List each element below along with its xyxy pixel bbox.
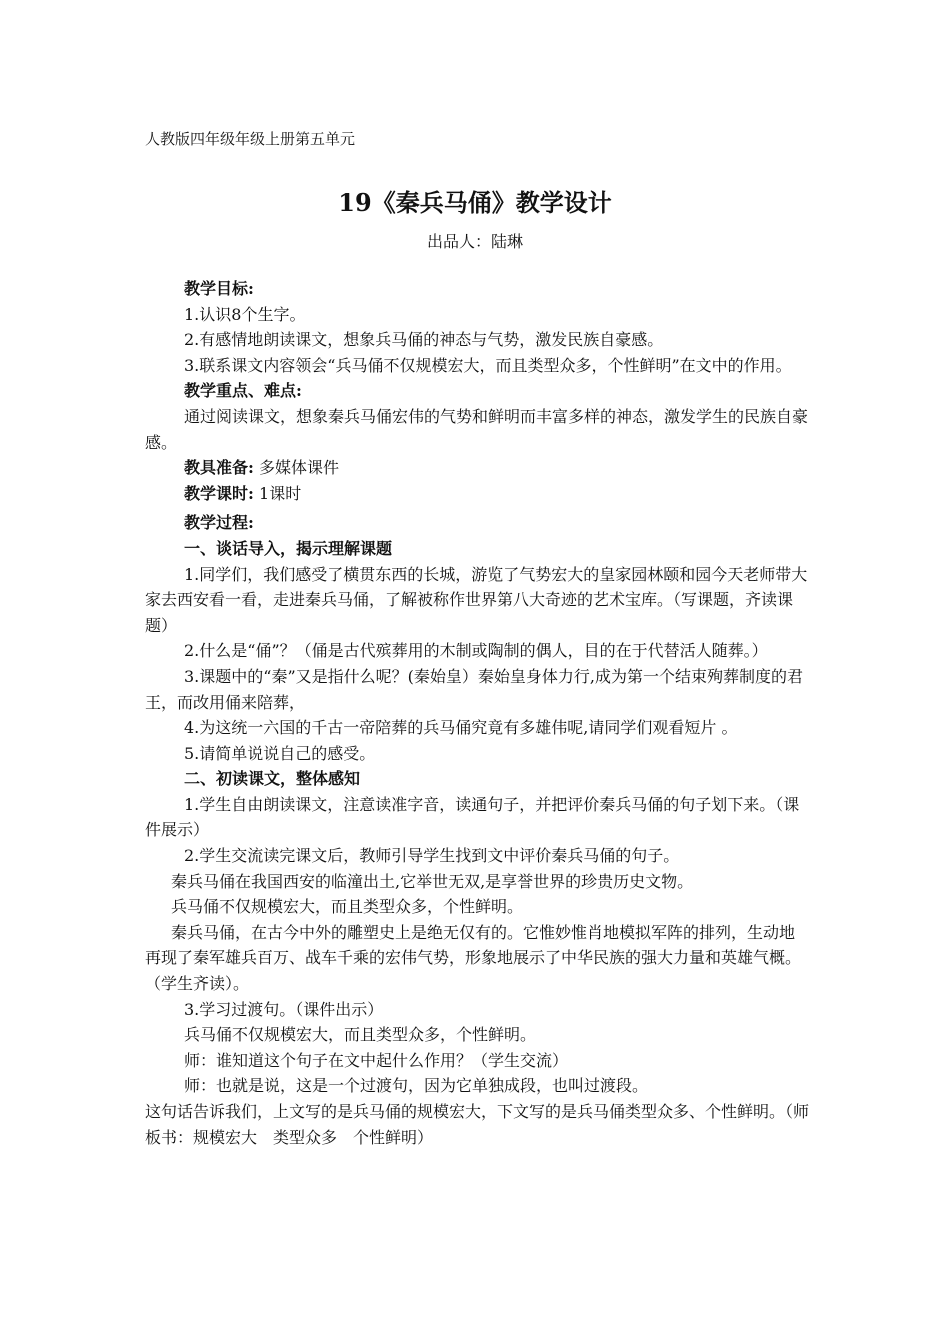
closing-paragraph: 这句话告诉我们，上文写的是兵马俑的规模宏大，下文写的是兵马俑类型众多、个性鲜明。（师板书：规模宏大 类型众多 个性鲜明） — [145, 1102, 810, 1147]
class-hours-line — [145, 481, 810, 507]
teaching-aids-value: 多媒体课件 — [253, 458, 340, 478]
document-title: 19《秦兵马俑》教学设计 — [338, 188, 612, 217]
teaching-aids-label: 教具准备: — [184, 458, 254, 478]
quote-sentence: 秦兵马俑，在古今中外的雕塑史上是绝无仅有的。它惟妙惟肖地模拟军阵的排列，生动地再现了秦军雄兵百万、战车千乘的宏伟气势，形象地展示了中华民族的强大力量和英雄气概。（学生齐读）。 — [145, 922, 802, 994]
teaching-aids-line — [145, 455, 810, 481]
transition-sentence: 兵马俑不仅规模宏大，而且类型众多，个性鲜明。 — [184, 1025, 537, 1045]
part1-step: 5.请简单说说自己的感受。 — [184, 743, 376, 763]
part1-step: 2.什么是“俑”？（俑是古代殡葬用的木制或陶制的偶人，目的在于代替活人随葬。） — [184, 641, 768, 661]
document-body — [145, 272, 810, 1150]
part1-step: 1.同学们，我们感受了横贯东西的长城，游览了气势宏大的皇家园林颐和园今天老师带大家去西安看一看，走进秦兵马俑，了解被称作世界第八大奇迹的艺术宝库。（写课题，齐读课题） — [145, 564, 808, 635]
teacher-line: 师：也就是说，这是一个过渡句，因为它单独成段，也叫过渡段。 — [184, 1076, 649, 1096]
unit-header-note: 人教版四年级年级上册第五单元 — [145, 130, 356, 148]
part2-step: 1.学生自由朗读课文，注意读准字音，读通句子，并把评价秦兵马俑的句子划下来。（课件展示） — [145, 794, 800, 840]
part2-heading: 二、初读课文，整体感知 — [184, 769, 361, 789]
goals-heading: 教学目标: — [184, 279, 254, 298]
part1-step: 3.课题中的“秦”又是指什么呢？(秦始皇）秦始皇身体力行,成为第一个结束殉葬制度的君王，而改用俑来陪葬， — [145, 666, 803, 712]
part1-step: 4.为这统一六国的千古一帝陪葬的兵马俑究竟有多雄伟呢,请同学们观看短片 。 — [184, 718, 738, 738]
class-hours-label: 教学课时: — [184, 483, 254, 503]
goal-item: 3.联系课文内容领会“兵马俑不仅规模宏大，而且类型众多，个性鲜明”在文中的作用。 — [184, 355, 792, 375]
key-points-text: 通过阅读课文，想象秦兵马俑宏伟的气势和鲜明而丰富多样的神态，激发学生的民族自豪感。 — [145, 406, 809, 452]
author-line: 出品人：陆琳 — [426, 232, 523, 251]
quote-sentence: 兵马俑不仅规模宏大，而且类型众多，个性鲜明。 — [171, 897, 524, 917]
quote-sentence: 秦兵马俑在我国西安的临潼出土,它举世无双,是享誉世界的珍贵历史文物。 — [171, 871, 694, 891]
teacher-line: 师：谁知道这个句子在文中起什么作用？（学生交流） — [184, 1050, 569, 1070]
key-points-heading: 教学重点、难点: — [184, 381, 302, 401]
goal-item: 1.认识8个生字。 — [184, 304, 306, 324]
part1-heading: 一、谈话导入，揭示理解课题 — [184, 538, 393, 558]
process-heading: 教学过程: — [184, 513, 254, 533]
part2-step: 3.学习过渡句。（课件出示） — [184, 999, 384, 1019]
class-hours-value: 1课时 — [253, 483, 302, 503]
part2-step: 2.学生交流读完课文后，教师引导学生找到文中评价秦兵马俑的句子。 — [184, 846, 680, 866]
goal-item: 2.有感情地朗读课文，想象兵马俑的神态与气势，激发民族自豪感。 — [184, 330, 664, 350]
